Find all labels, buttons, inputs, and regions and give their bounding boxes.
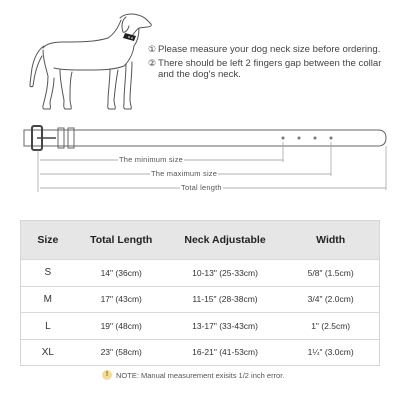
neck-adjustable-cell: 10-13" (25-33cm) <box>168 260 283 287</box>
size-cell: L <box>21 313 75 340</box>
column-header-width: Width <box>282 221 379 260</box>
dog-illustration <box>8 6 158 114</box>
column-header-size: Size <box>21 221 75 260</box>
column-header-total-length: Total Length <box>75 221 168 260</box>
table-row <box>21 339 379 365</box>
column-header-neck-adjustable: Neck Adjustable <box>168 221 283 260</box>
size-cell: XL <box>21 339 75 365</box>
table-header-row <box>21 221 379 260</box>
collar-holes <box>282 137 333 140</box>
dog-collar <box>123 33 136 41</box>
minimum-size-label: The minimum size <box>119 155 184 164</box>
instruction-item <box>148 58 398 81</box>
neck-adjustable-cell: 11-15" (28-38cm) <box>168 286 283 313</box>
total-length-cell: 17" (43cm) <box>75 286 168 313</box>
total-length-cell: 14" (36cm) <box>75 260 168 287</box>
neck-adjustable-cell: 13-17" (33-43cm) <box>168 313 283 340</box>
width-cell: 5/8" (1.5cm) <box>282 260 379 287</box>
neck-adjustable-cell: 16-21" (41-53cm) <box>168 339 283 365</box>
info-icon: ! <box>102 370 112 380</box>
instruction-item <box>148 44 398 56</box>
size-cell: S <box>21 260 75 287</box>
total-length-cell: 19" (48cm) <box>75 313 168 340</box>
step-number: ② <box>148 57 157 68</box>
collar-diagram <box>0 118 400 203</box>
width-cell: 1¼" (3.0cm) <box>282 339 379 365</box>
note-text: NOTE: Manual measurement exisits 1/2 inch error. <box>116 370 285 380</box>
width-cell: 1" (2.5cm) <box>282 313 379 340</box>
total-length-cell: 23" (58cm) <box>75 339 168 365</box>
measurement-note <box>102 370 284 380</box>
total-length-label: Total length <box>181 183 222 192</box>
width-cell: 3/4" (2.0cm) <box>282 286 379 313</box>
measure-instructions <box>148 44 398 83</box>
table-row <box>21 260 379 287</box>
size-cell: M <box>21 286 75 313</box>
size-table <box>20 220 380 366</box>
step-number: ① <box>148 44 157 54</box>
table-row <box>21 313 379 340</box>
instruction-text: There should be left 2 fingers gap between the collar and the dog's neck. <box>158 57 382 80</box>
maximum-size-label: The maximum size <box>151 169 218 178</box>
instruction-text: Please measure your dog neck size before ordering. <box>158 44 381 55</box>
table-row <box>21 286 379 313</box>
